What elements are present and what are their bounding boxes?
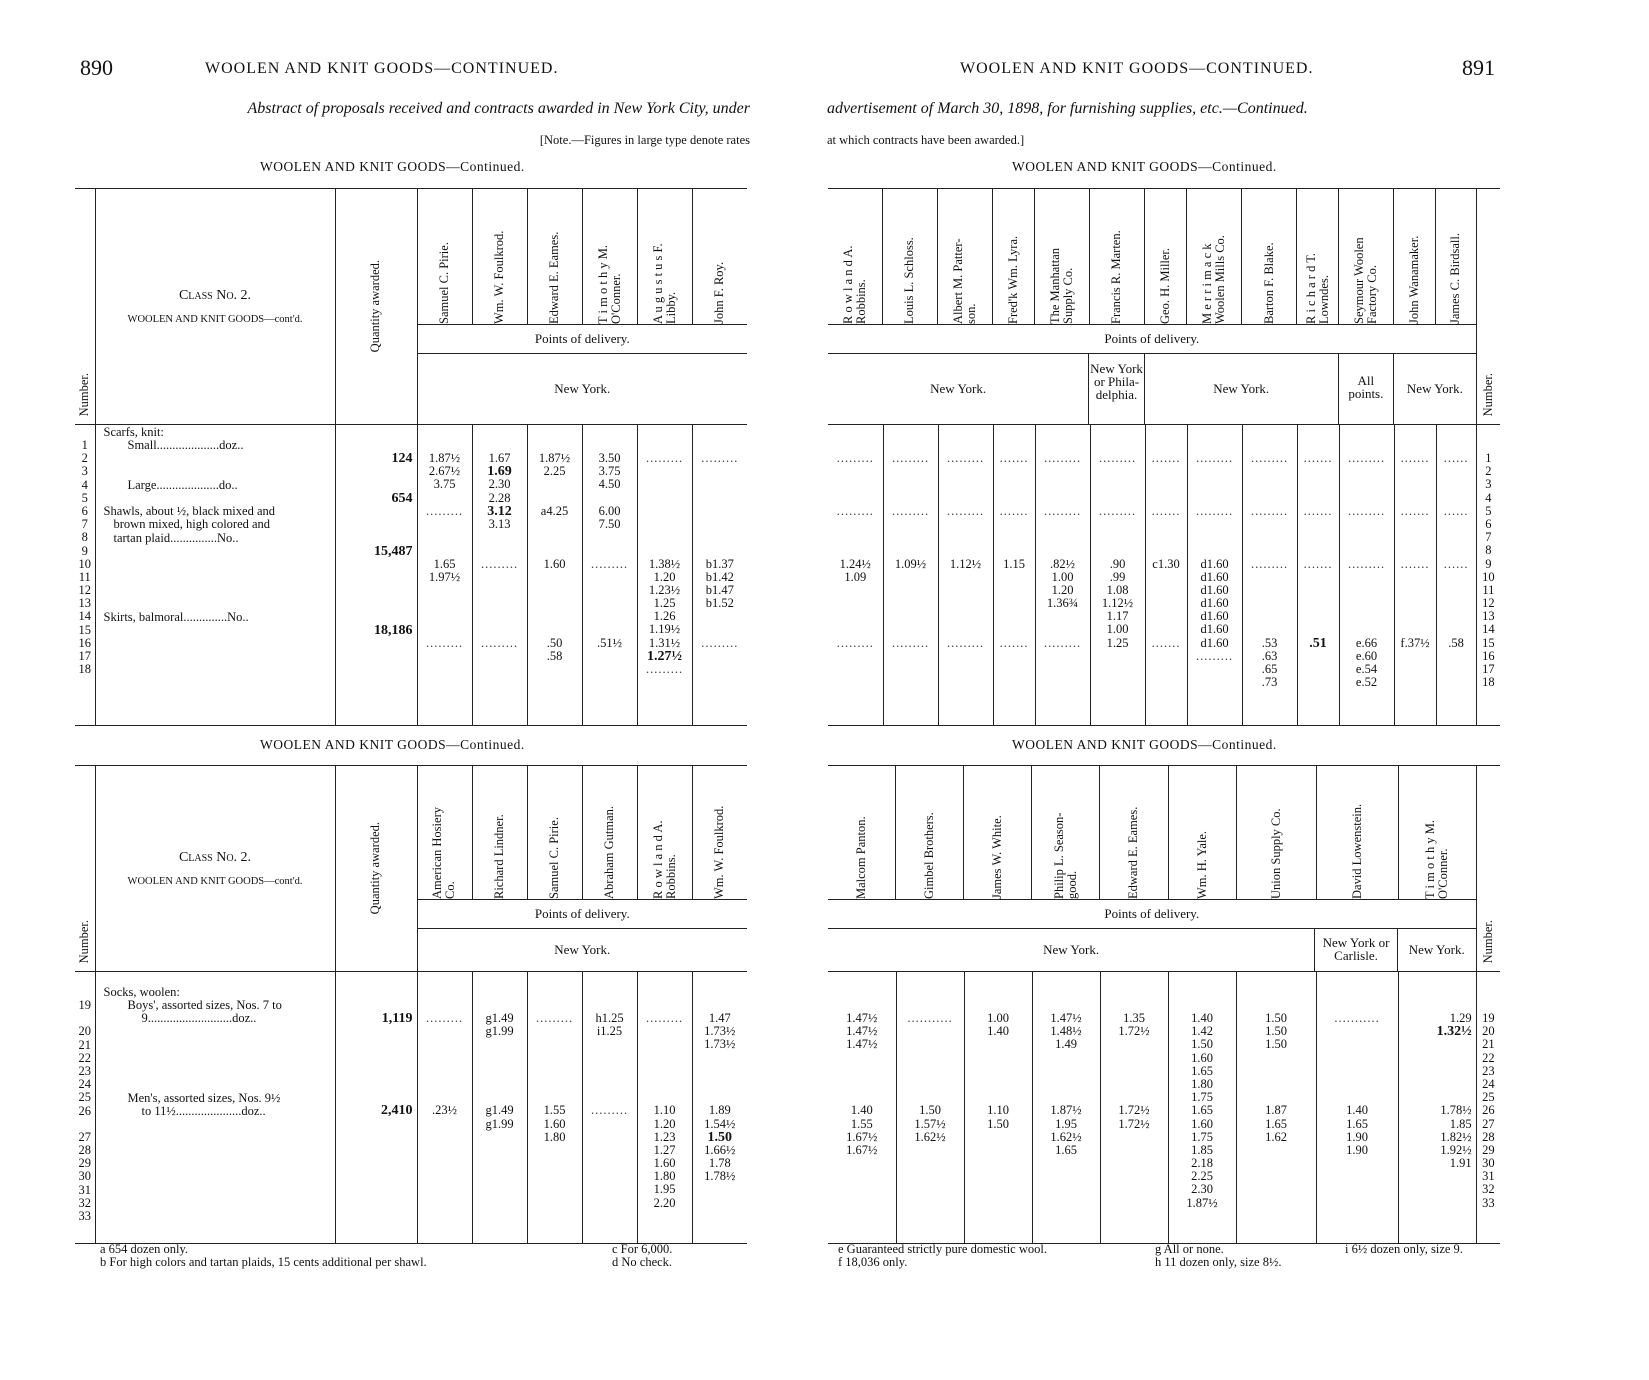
right-footnotes-middle (1155, 1243, 1281, 1269)
delivery-new-york: New York. (1144, 354, 1338, 424)
row-numbers: 19 20 21 22 23 24 25 26 27 28 29 30 31 32 33 (1476, 972, 1500, 1244)
oconner-column: 3.50 3.75 4.50 6.00 7.50 ......... .51½ (582, 425, 637, 725)
bidder-header: Samuel C. Pirie. (436, 242, 451, 324)
bidder-header: Albert M. Patter- son. (950, 238, 978, 324)
class-label: Class No. 2. (178, 850, 252, 865)
patterson-column: ......... ......... 1.12½ ......... (938, 425, 993, 725)
right-table2-title: WOOLEN AND KNIT GOODS—Continued. (1012, 737, 1277, 752)
quantity-column-header: Quantity awarded. (368, 822, 383, 915)
left-footnotes (100, 1243, 427, 1269)
manhattan-column: ......... ......... .82½ 1.00 1.20 1.36¾ ......... (1035, 425, 1090, 725)
bidder-header: Samuel C. Pirie. (547, 817, 562, 899)
bidder-header: Wm. W. Foulkrod. (492, 230, 507, 324)
points-of-delivery-label: Points of delivery. (418, 900, 748, 929)
merrimack-column: ......... ......... d1.60 d1.60 d1.60 d1.60 d1.60 d1.60 d1.60 ......... (1187, 425, 1242, 725)
points-of-delivery-label: Points of delivery. (418, 325, 748, 354)
class-sub: WOOLEN AND KNIT GOODS—cont'd. (127, 876, 303, 887)
bidder-header: James C. Birdsall. (1448, 233, 1463, 324)
eames-column: 1.35 1.72½ 1.72½ 1.72½ (1100, 972, 1168, 1244)
footnote: f 18,036 only. (838, 1255, 908, 1269)
item-descriptions: Scarfs, knit: Small....................doz.. Large....................do.. Shawls, about ½, black mixed and brown mixed, high colored and tartan plaid...............No.. Skirts, balmoral..............No.. (95, 425, 335, 725)
right-abstract: advertisement of March 30, 1898, for furnishing supplies, etc.—Continued. (827, 100, 1308, 117)
right-table1 (828, 189, 1500, 725)
libby-column: ......... 1.38½ 1.20 1.23½ 1.25 1.26 1.19½ 1.31½ 1.27½ ......... (637, 425, 692, 725)
quantities: 1,119 2,410 (335, 972, 417, 1244)
right-table2 (828, 766, 1500, 1244)
pirie-column: ......... 1.55 1.60 1.80 (527, 972, 582, 1244)
white-column: 1.00 1.40 1.10 1.50 (964, 972, 1032, 1244)
bidder-header: Barton F. Blake. (1261, 242, 1276, 324)
birdsall-column: ...... ...... ...... .58 (1436, 425, 1476, 725)
union-supply-column: 1.50 1.50 1.50 1.87 1.65 1.62 (1236, 972, 1316, 1244)
right-footnotes-far (1345, 1243, 1463, 1256)
row-numbers: 19 20 21 22 23 24 25 26 27 28 29 30 31 32 33 (78, 998, 91, 1223)
bidder-header: Louis L. Schloss. (902, 237, 917, 324)
row-numbers: 1 2 3 4 5 6 7 8 9 10 11 12 13 14 15 16 17 18 (78, 438, 91, 677)
quantity-column-header: Quantity awarded. (368, 260, 383, 353)
schloss-column: ......... ......... 1.09½ ......... (883, 425, 938, 725)
bidder-header: John Wanamaker. (1407, 235, 1422, 324)
delivery-ny-or-philadelphia: New York or Phila- delphia. (1088, 354, 1144, 424)
oconner-column: 1.29 1.32½ 1.78½ 1.85 1.82½ 1.92½ 1.91 (1398, 972, 1476, 1244)
right-note: at which contracts have been awarded.] (827, 133, 1025, 147)
bidder-header: The Manhattan Supply Co. (1047, 247, 1076, 324)
pirie-column: 1.87½ 2.67½ 3.75 ......... 1.65 1.97½ ......... (417, 425, 472, 725)
left-note: [Note.—Figures in large type denote rates (539, 133, 750, 147)
left-footnotes-right (612, 1243, 672, 1269)
bidder-header: John F. Roy. (712, 261, 727, 324)
number-column-header: Number. (77, 919, 92, 963)
delivery-new-york: New York. (554, 942, 611, 957)
bidder-header: Seymour Woolen Factory Co. (1352, 237, 1380, 324)
american-hosiery-column: ......... .23½ (417, 972, 472, 1244)
right-table1-title: WOOLEN AND KNIT GOODS—Continued. (1012, 159, 1277, 174)
right-page-number: 891 (1462, 55, 1495, 80)
delivery-new-york: New York. (1043, 942, 1100, 957)
bidder-header: Edward E. Eames. (1126, 806, 1141, 899)
lowenstein-column: ........... 1.40 1.65 1.90 1.90 (1316, 972, 1398, 1244)
roy-column: ......... b1.37 b1.42 b1.47 b1.52 ......... (692, 425, 747, 725)
bidder-header: R o w l a n d A. Robbins. (650, 820, 678, 899)
gimbel-column: ........... 1.50 1.57½ 1.62½ (896, 972, 964, 1244)
lindner-column: g1.49 g1.99 g1.49 g1.99 (472, 972, 527, 1244)
bidder-header: Wm. H. Yale. (1194, 830, 1209, 899)
number-column-header: Number. (1480, 372, 1495, 416)
robbins-column: ......... ......... 1.24½ 1.09 ......... (836, 451, 874, 650)
points-of-delivery-label: Points of delivery. (828, 900, 1476, 929)
bidder-header: R o w l a n d A. Robbins. (840, 245, 868, 324)
bidder-header: American Hosiery Co. (430, 807, 458, 899)
left-page-number: 890 (80, 55, 113, 80)
gutman-column: h1.25 i1.25 ......... (582, 972, 637, 1244)
bidder-header: Francis R. Marten. (1109, 230, 1124, 324)
bidder-header: Fred'k Wm. Lyra. (1005, 235, 1020, 324)
panton-column: 1.47½ 1.47½ 1.47½ 1.40 1.55 1.67½ 1.67½ (846, 1011, 878, 1157)
delivery-all-points: All points. (1338, 354, 1394, 424)
delivery-new-york: New York. (1393, 354, 1475, 424)
bidder-header: Philip L. Season- good. (1051, 812, 1079, 899)
row-numbers: 1 2 3 4 5 6 7 8 9 10 11 12 13 14 15 16 17 18 (1476, 425, 1500, 725)
footnote: b For high colors and tartan plaids, 15 cents additional per shawl. (100, 1255, 427, 1269)
bidder-header: Malcom Panton. (853, 816, 868, 899)
bidder-header: M e r r i m a c k Woolen Mills Co. (1200, 235, 1228, 324)
seymour-column: ......... ......... ......... e.66 e.60 e.54 e.52 (1339, 425, 1394, 725)
footnote: c For 6,000. (612, 1242, 673, 1256)
number-column-header: Number. (1480, 919, 1495, 963)
lowndes-column: ....... ....... ....... .51 (1297, 425, 1339, 725)
left-table1-title: WOOLEN AND KNIT GOODS—Continued. (260, 159, 525, 174)
foulkrod-column: 1.47 1.73½ 1.73½ 1.89 1.54½ 1.50 1.66½ 1.78 1.78½ (692, 972, 747, 1244)
bidder-header: A u g u s t u s F. Libby. (650, 243, 678, 324)
footnote: a 654 dozen only. (100, 1242, 189, 1256)
eames-column: 1.87½ 2.25 a4.25 1.60 .50 .58 (527, 425, 582, 725)
bidder-header: David Lowenstein. (1349, 803, 1364, 899)
class-sub: WOOLEN AND KNIT GOODS—cont'd. (127, 314, 303, 325)
yale-column: 1.40 1.42 1.50 1.60 1.65 1.80 1.75 1.65 1.60 1.75 1.85 2.18 2.25 2.30 1.87½ (1168, 972, 1236, 1244)
left-abstract: Abstract of proposals received and contracts awarded in New York City, under (247, 100, 750, 117)
item-descriptions: Socks, woolen: Boys', assorted sizes, Nos. 7 to 9...........................doz.. Men's, assorted sizes, Nos. 9½ to 11½.....................doz.. (95, 972, 335, 1244)
class-label: Class No. 2. (178, 288, 252, 303)
marten-column: ......... ......... .90 .99 1.08 1.12½ 1.17 1.00 1.25 (1090, 425, 1145, 725)
footnote: e Guaranteed strictly pure domestic wool. (838, 1242, 1047, 1256)
footnote: i 6½ dozen only, size 9. (1345, 1242, 1463, 1256)
delivery-new-york: New York. (554, 381, 611, 396)
seasongood-column: 1.47½ 1.48½ 1.49 1.87½ 1.95 1.62½ 1.65 (1032, 972, 1100, 1244)
left-table1 (75, 189, 747, 725)
footnote: h 11 dozen only, size 8½. (1155, 1255, 1282, 1269)
bidder-header: T i m o t h y M. O'Conner. (1422, 820, 1451, 899)
bidder-header: Union Supply Co. (1268, 808, 1283, 899)
bidder-header: Edward E. Eames. (547, 231, 562, 324)
bidder-header: R i c h a r d T. Lowndes. (1303, 252, 1331, 324)
bidder-header: Richard Lindner. (492, 814, 507, 899)
points-of-delivery-label: Points of delivery. (828, 325, 1476, 354)
quantities: 124 654 15,487 18,186 (335, 425, 417, 725)
robbins-column: ......... 1.10 1.20 1.23 1.27 1.60 1.80 1.95 2.20 (637, 972, 692, 1244)
wanamaker-column: ....... ....... ....... f.37½ (1394, 425, 1436, 725)
footnote: g All or none. (1155, 1242, 1224, 1256)
bidder-header: Geo. H. Miller. (1158, 247, 1172, 324)
blake-column: ......... ......... ......... .53 .63 .65 .73 (1242, 425, 1297, 725)
delivery-ny-or-carlisle: New York or Carlisle. (1314, 929, 1397, 971)
footnote: d No check. (612, 1255, 673, 1269)
number-column-header: Number. (77, 372, 92, 416)
miller-column: ....... ....... c1.30 ....... (1145, 425, 1187, 725)
left-running-head: WOOLEN AND KNIT GOODS—CONTINUED. (205, 60, 559, 77)
delivery-new-york: New York. (1397, 929, 1476, 971)
bidder-header: Wm. W. Foulkrod. (712, 805, 727, 899)
left-table2-title: WOOLEN AND KNIT GOODS—Continued. (260, 737, 525, 752)
right-running-head: WOOLEN AND KNIT GOODS—CONTINUED. (960, 60, 1314, 77)
bidder-header: Abraham Gutman. (602, 805, 617, 899)
right-footnotes (838, 1243, 1047, 1269)
bidder-header: James W. White. (990, 815, 1005, 899)
lyra-column: ....... ....... 1.15 ....... (993, 425, 1035, 725)
left-table2 (75, 766, 747, 1244)
delivery-new-york: New York. (930, 381, 987, 396)
bidder-header: Gimbel Brothers. (922, 812, 937, 899)
foulkrod-column: 1.67 1.69 2.30 2.28 3.12 3.13 ......... ......... (472, 425, 527, 725)
bidder-header: T i m o t h y M. O'Conner. (595, 245, 623, 324)
